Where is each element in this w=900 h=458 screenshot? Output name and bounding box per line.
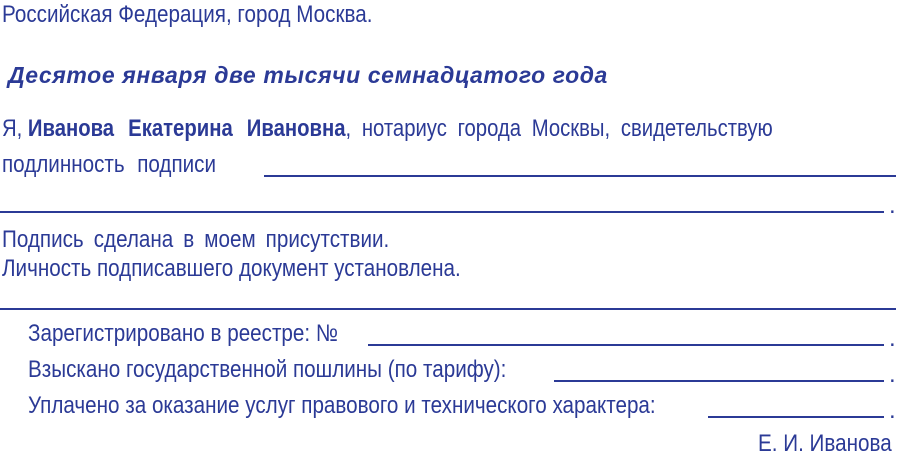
notary-name: Иванова Екатерина Ивановна (27, 115, 346, 142)
attest-prefix: Я, (2, 115, 23, 142)
registry-label: Зарегистрировано в реестре: № (28, 320, 339, 347)
date-line: Десятое января две тысячи семнадцатого года (8, 62, 608, 88)
period: . (889, 192, 896, 219)
authenticity-label: подлинность подписи (2, 151, 217, 178)
identity-line: Личность подписавшего документ установлена. (2, 255, 461, 282)
services-blank-line (708, 416, 884, 418)
services-label: Уплачено за оказание услуг правового и технического характера: (28, 392, 656, 419)
presence-line: Подпись сделана в моем присутствии. (2, 226, 390, 253)
attest-suffix: , нотариус города Москвы, свидетельствую (345, 115, 773, 142)
period: . (889, 397, 896, 424)
signatory-blank-line (264, 175, 896, 177)
duty-blank-line (554, 380, 884, 382)
notary-signature-name: Е. И. Иванова (758, 430, 892, 457)
period: . (889, 361, 896, 388)
period: . (889, 325, 896, 352)
document-blank-line (0, 211, 884, 213)
duty-label: Взыскано государственной пошлины (по тарифу): (28, 356, 507, 383)
separator-blank-line (0, 308, 896, 310)
attest-line (2, 115, 773, 143)
place-line: Российская Федерация, город Москва. (2, 1, 373, 28)
registry-blank-line (368, 344, 884, 346)
